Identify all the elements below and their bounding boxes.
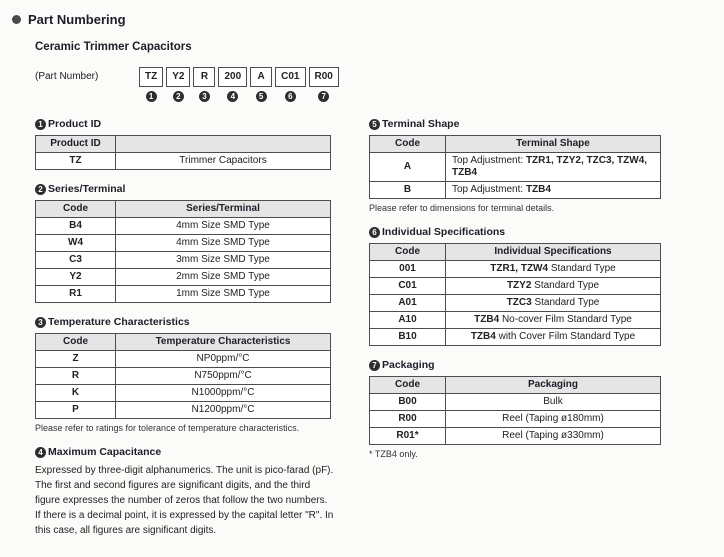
table-row — [36, 218, 331, 235]
table-row — [370, 411, 661, 428]
section-number-icon: 7 — [369, 360, 380, 371]
temperature-table — [35, 333, 331, 419]
value-prefix: Top Adjustment: — [452, 155, 526, 166]
section-packaging — [369, 359, 661, 459]
table-row — [36, 385, 331, 402]
number-circle-icon: 7 — [318, 91, 329, 102]
value-rest: Standard Type — [531, 280, 600, 291]
packaging-table — [369, 376, 661, 445]
terminal-shape-note: Please refer to dimensions for terminal details. — [369, 203, 555, 213]
table-row — [36, 269, 331, 286]
table-header-row — [370, 377, 661, 394]
left-column — [35, 118, 334, 551]
table-header-row — [36, 201, 331, 218]
part-number-code: C01 — [275, 67, 305, 87]
table-header-row — [36, 334, 331, 351]
number-circle-icon: 1 — [146, 91, 157, 102]
table-header-cell: Individual Specifications — [446, 244, 661, 261]
value-bold: TZB4 — [525, 184, 551, 195]
section-product-id — [35, 118, 331, 170]
value-bold: TZB4 — [470, 331, 496, 342]
page-title: Part Numbering — [28, 12, 126, 27]
section-heading — [35, 183, 331, 195]
code-cell: TZ — [36, 153, 116, 170]
table-header-cell: Series/Terminal — [116, 201, 331, 218]
part-number-code: TZ — [139, 67, 163, 87]
section-heading — [35, 446, 331, 458]
part-number-boxes — [139, 67, 339, 102]
table-row — [36, 235, 331, 252]
two-column-layout — [35, 118, 724, 551]
table-header-cell: Product ID — [36, 136, 116, 153]
max-capacitance-text: Expressed by three-digit alphanumerics. The unit is pico-farad (pF). The first and second figures are significant digits, and the third figure expresses the number of zeros that follow the two numbers. If there is a decimal point, it is expressed by the capital letter "R". In this case, all figures are significant digits. — [35, 465, 334, 536]
section-heading — [369, 359, 661, 371]
value-cell — [446, 312, 661, 329]
section-heading — [35, 316, 331, 328]
table-header-row — [36, 136, 331, 153]
part-number-code: R00 — [309, 67, 339, 87]
section-individual-specs — [369, 226, 661, 346]
section-heading — [369, 226, 661, 238]
packaging-note: * TZB4 only. — [369, 449, 418, 459]
table-header-row — [370, 244, 661, 261]
right-column — [369, 118, 661, 551]
table-row — [36, 402, 331, 419]
table-row — [36, 286, 331, 303]
section-max-capacitance — [35, 446, 334, 538]
table-row — [36, 351, 331, 368]
section-title: Product ID — [48, 118, 102, 130]
page-content — [12, 41, 724, 551]
table-header-cell: Terminal Shape — [446, 136, 661, 153]
part-number-label: (Part Number) — [35, 71, 99, 82]
value-cell — [446, 182, 661, 199]
value-cell: 2mm Size SMD Type — [116, 269, 331, 286]
value-cell: N1000ppm/°C — [116, 385, 331, 402]
section-heading — [369, 118, 661, 130]
table-row — [370, 428, 661, 445]
code-cell: R01* — [370, 428, 446, 445]
part-number-segment — [193, 67, 215, 102]
value-bold: TZR1, TZY2, TZC3, TZW4, TZB4 — [452, 155, 648, 178]
code-cell: A — [370, 153, 446, 182]
section-terminal-shape — [369, 118, 661, 213]
code-cell: C01 — [370, 278, 446, 295]
product-id-table — [35, 135, 331, 170]
code-cell: B4 — [36, 218, 116, 235]
code-cell: R1 — [36, 286, 116, 303]
value-cell: Trimmer Capacitors — [116, 153, 331, 170]
value-cell: Reel (Taping ø330mm) — [446, 428, 661, 445]
part-number-code: R — [193, 67, 215, 87]
table-row — [370, 295, 661, 312]
section-number-icon: 3 — [35, 317, 46, 328]
part-number-segment — [139, 67, 163, 102]
terminal-shape-table — [369, 135, 661, 199]
section-title: Individual Specifications — [382, 226, 506, 238]
table-row — [36, 153, 331, 170]
table-row — [370, 278, 661, 295]
value-cell: 4mm Size SMD Type — [116, 218, 331, 235]
value-bold: TZB4 — [474, 314, 500, 325]
temperature-note: Please refer to ratings for tolerance of temperature characteristics. — [35, 423, 300, 433]
table-header-row — [370, 136, 661, 153]
section-title: Maximum Capacitance — [48, 446, 162, 458]
section-number-icon: 6 — [369, 227, 380, 238]
value-cell — [446, 153, 661, 182]
code-cell: W4 — [36, 235, 116, 252]
value-rest: Standard Type — [531, 297, 600, 308]
value-cell: 3mm Size SMD Type — [116, 252, 331, 269]
part-number-diagram — [35, 67, 724, 102]
table-header-cell: Code — [36, 334, 116, 351]
value-cell: N750ppm/°C — [116, 368, 331, 385]
code-cell: P — [36, 402, 116, 419]
subtitle: Ceramic Trimmer Capacitors — [35, 41, 192, 53]
table-row — [370, 329, 661, 346]
code-cell: Z — [36, 351, 116, 368]
value-cell — [446, 278, 661, 295]
section-bullet-icon — [12, 15, 21, 24]
value-bold: TZC3 — [506, 297, 532, 308]
value-bold: TZR1, TZW4 — [490, 263, 549, 274]
code-cell: K — [36, 385, 116, 402]
number-circle-icon: 6 — [285, 91, 296, 102]
section-title: Terminal Shape — [382, 118, 460, 130]
code-cell: 001 — [370, 261, 446, 278]
code-cell: A10 — [370, 312, 446, 329]
part-number-code: Y2 — [166, 67, 190, 87]
section-number-icon: 4 — [35, 447, 46, 458]
section-title: Packaging — [382, 359, 435, 371]
number-circle-icon: 2 — [173, 91, 184, 102]
part-number-segment — [275, 67, 305, 102]
table-header-cell: Code — [370, 244, 446, 261]
table-row — [370, 153, 661, 182]
value-bold: TZY2 — [506, 280, 532, 291]
table-row — [370, 261, 661, 278]
code-cell: Y2 — [36, 269, 116, 286]
part-number-segment — [218, 67, 247, 102]
page-header — [12, 12, 724, 27]
section-heading — [35, 118, 331, 130]
number-circle-icon: 5 — [256, 91, 267, 102]
table-header-cell: Code — [370, 377, 446, 394]
part-number-segment — [250, 67, 272, 102]
code-cell: R — [36, 368, 116, 385]
part-number-code: 200 — [218, 67, 247, 87]
section-series-terminal — [35, 183, 331, 303]
value-rest: No-cover Film Standard Type — [499, 314, 632, 325]
individual-specs-table — [369, 243, 661, 346]
value-cell: 4mm Size SMD Type — [116, 235, 331, 252]
value-cell: N1200ppm/°C — [116, 402, 331, 419]
part-number-code: A — [250, 67, 272, 87]
code-cell: B — [370, 182, 446, 199]
value-prefix: Top Adjustment: — [452, 184, 526, 195]
section-number-icon: 1 — [35, 119, 46, 130]
value-rest: with Cover Film Standard Type — [495, 331, 636, 342]
table-row — [36, 252, 331, 269]
table-header-cell — [116, 136, 331, 153]
part-number-segment — [166, 67, 190, 102]
series-terminal-table — [35, 200, 331, 303]
table-row — [370, 394, 661, 411]
table-header-cell: Temperature Characteristics — [116, 334, 331, 351]
table-row — [370, 312, 661, 329]
value-cell — [446, 329, 661, 346]
table-row — [370, 182, 661, 199]
value-cell: NP0ppm/°C — [116, 351, 331, 368]
table-header-cell: Code — [36, 201, 116, 218]
code-cell: A01 — [370, 295, 446, 312]
section-number-icon: 5 — [369, 119, 380, 130]
table-header-cell: Packaging — [446, 377, 661, 394]
value-rest: Standard Type — [548, 263, 616, 274]
number-circle-icon: 3 — [199, 91, 210, 102]
section-title: Temperature Characteristics — [48, 316, 190, 328]
code-cell: R00 — [370, 411, 446, 428]
section-temperature — [35, 316, 331, 433]
value-cell — [446, 295, 661, 312]
value-cell: Reel (Taping ø180mm) — [446, 411, 661, 428]
value-cell — [446, 261, 661, 278]
section-title: Series/Terminal — [48, 183, 126, 195]
table-header-cell: Code — [370, 136, 446, 153]
number-circle-icon: 4 — [227, 91, 238, 102]
value-cell: Bulk — [446, 394, 661, 411]
table-row — [36, 368, 331, 385]
code-cell: B00 — [370, 394, 446, 411]
section-number-icon: 2 — [35, 184, 46, 195]
part-number-segment — [309, 67, 339, 102]
code-cell: C3 — [36, 252, 116, 269]
value-cell: 1mm Size SMD Type — [116, 286, 331, 303]
code-cell: B10 — [370, 329, 446, 346]
